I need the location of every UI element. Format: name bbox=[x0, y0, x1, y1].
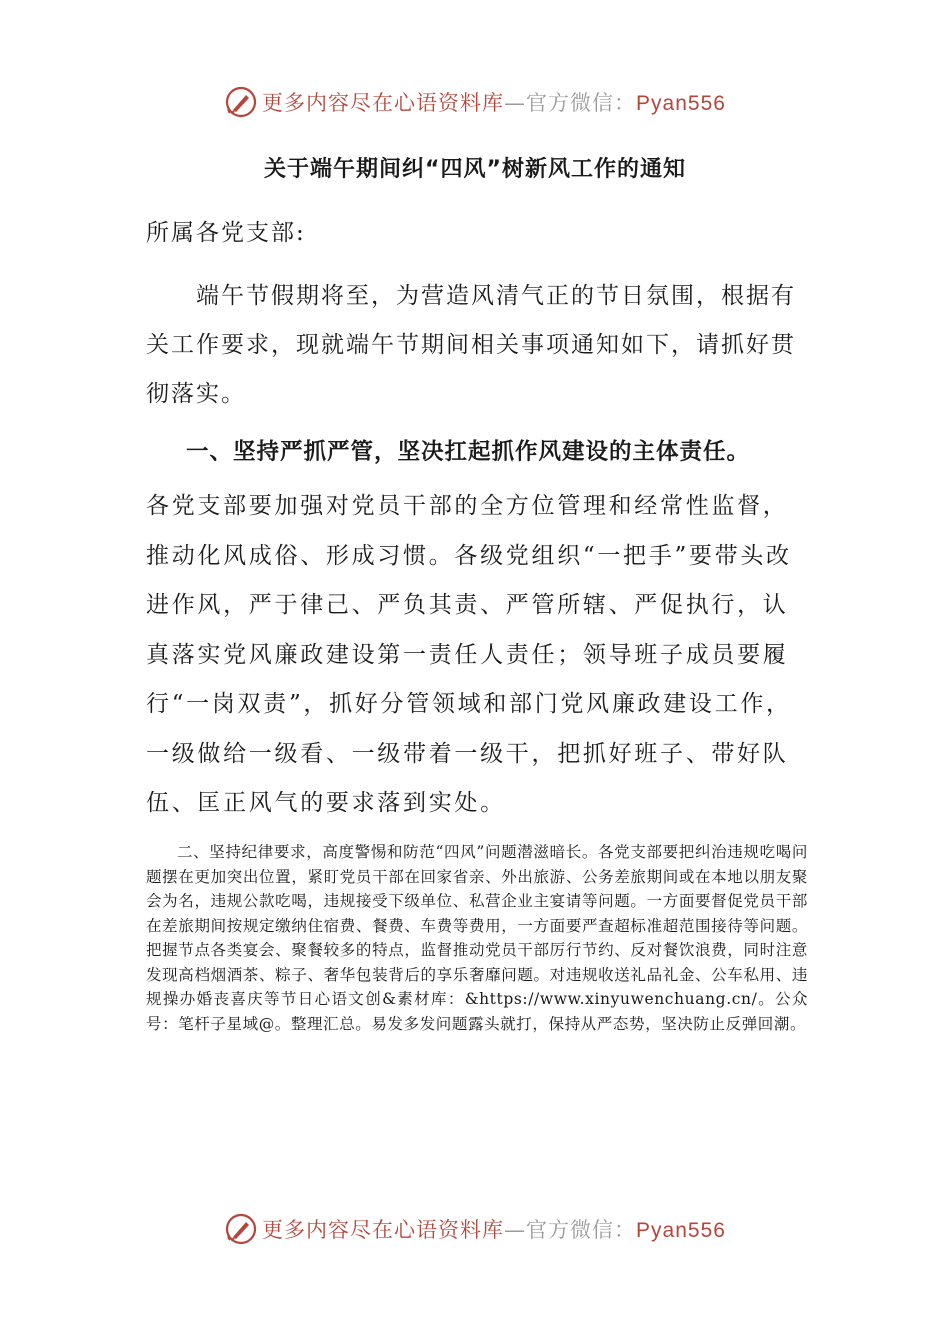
watermark-id: Pyan556 bbox=[636, 92, 726, 115]
watermark-banner-top bbox=[0, 80, 950, 124]
watermark-separator: — bbox=[504, 91, 527, 115]
section2-paragraph: 二、坚持纪律要求，高度警惕和防范“四风”问题潜滋暗长。各党支部要把纠治违规吃喝问题摆在更加突出位置，紧盯党员干部在回家省亲、外出旅游、公务差旅期间或在本地以朋友聚会为名，违规公款吃喝，违规接受下级单位、私营企业主宴请等问题。一方面要督促党员干部在差旅期间按规定缴纳住宿费、餐费、车费等费用，一方面要严查超标准超范围接待等问题。把握节点各类宴会、聚餐较多的特点，监督推动党员干部厉行节约、反对餐饮浪费，同时注意发现高档烟酒茶、粽子、奢华包装背后的享乐奢靡问题。对违规收送礼品礼金、公车私用、违规操办婚丧喜庆等节日心语文创&素材库：&https://www.xinyuwenchuang.cn/。公众号：笔杆子星域@。整理汇总。易发多发问题露头就打，保持从严态势，坚决防止反弹回潮。 bbox=[146, 843, 808, 1033]
watermark-banner-bottom bbox=[0, 1207, 950, 1251]
watermark-text bbox=[262, 1214, 726, 1244]
intro-paragraph: 端午节假期将至，为营造风清气正的节日氛围，根据有关工作要求，现就端午节期间相关事项通知如下，请抓好贯彻落实。 bbox=[146, 283, 796, 407]
watermark-separator: — bbox=[504, 1218, 527, 1242]
watermark-label: 官方微信： bbox=[526, 1218, 637, 1242]
salutation: 所属各党支部: bbox=[146, 220, 306, 246]
pen-logo-icon bbox=[224, 1212, 258, 1246]
watermark-prefix: 更多内容尽在心语资料库 bbox=[262, 1218, 505, 1242]
section1-body: 各党支部要加强对党员干部的全方位管理和经常性监督，推动化风成俗、形成习惯。各级党组织“一把手”要带头改进作风，严于律己、严负其责、严管所辖、严促执行，认真落实党风廉政建设第一责任人责任；领导班子成员要履行“一岗双责”，抓好分管领域和部门党风廉政建设工作，一级做给一级看、一级带着一级干，把抓好班子、带好队伍、匡正风气的要求落到实处。 bbox=[146, 493, 792, 816]
section1-heading: 一、坚持严抓严管，坚决扛起抓作风建设的主体责任。 bbox=[186, 439, 751, 465]
watermark-prefix: 更多内容尽在心语资料库 bbox=[262, 91, 505, 115]
watermark-id: Pyan556 bbox=[636, 1219, 726, 1242]
document-title: 关于端午期间纠“四风”树新风工作的通知 bbox=[264, 157, 686, 182]
watermark-text bbox=[262, 87, 726, 117]
pen-logo-icon bbox=[224, 85, 258, 119]
watermark-label: 官方微信： bbox=[526, 91, 637, 115]
